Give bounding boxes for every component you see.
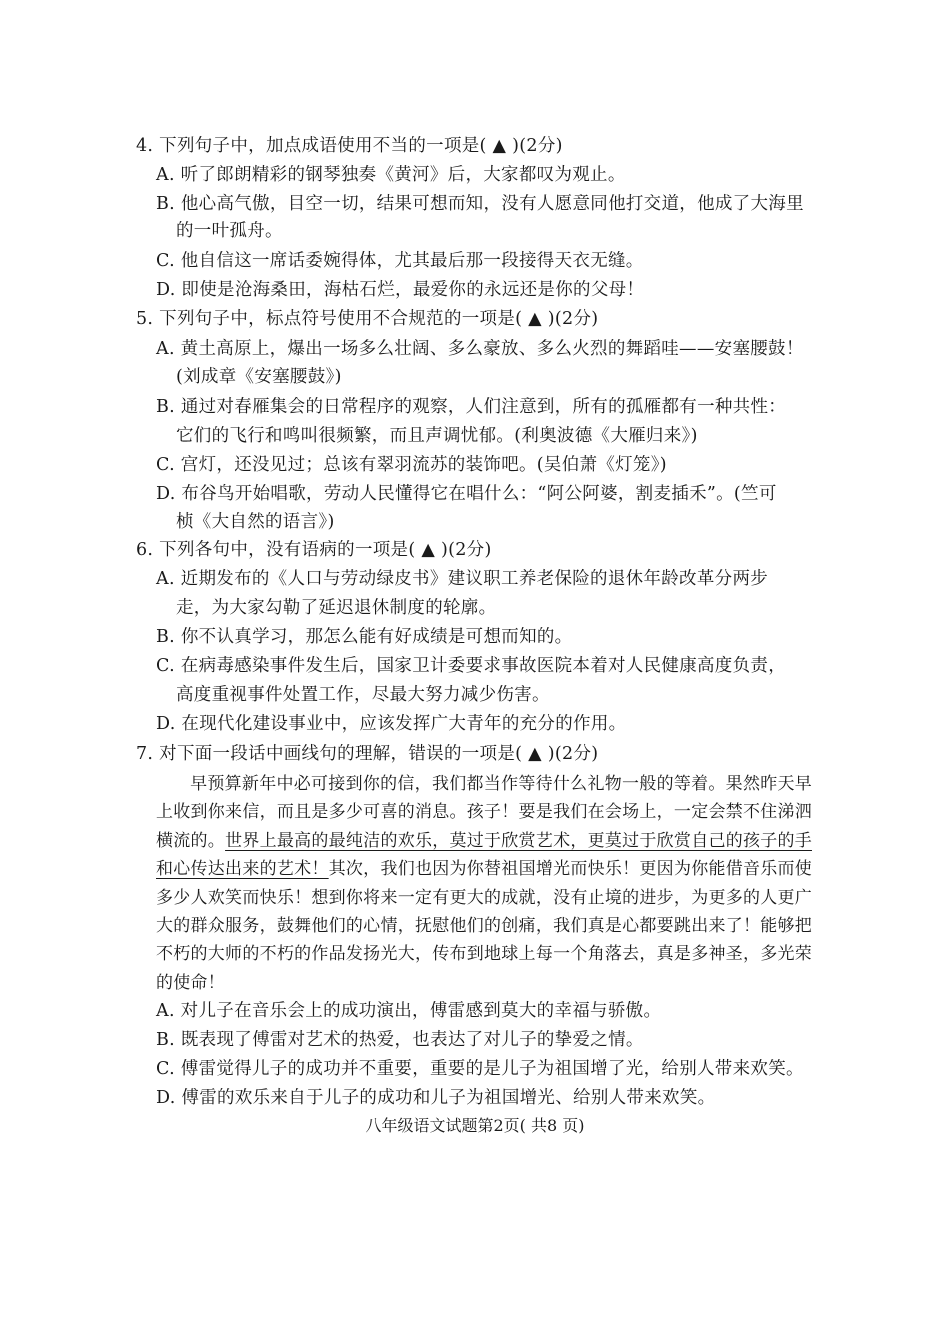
- question-6-option-a: A. 近期发布的《人口与劳动绿皮书》建议职工养老保险的退休年龄改革分两步: [156, 569, 769, 589]
- question-7-option-b: B. 既表现了傅雷对艺术的热爱，也表达了对儿子的挚爱之情。: [156, 1030, 644, 1050]
- question-4-option-d: D. 即使是沧海桑田，海枯石烂，最爱你的永远还是你的父母！: [156, 280, 645, 300]
- question-4-option-c: C. 他自信这一席话委婉得体，尤其最后那一段接得天衣无缝。: [156, 251, 644, 271]
- question-5-option-b: B. 通过对春雁集会的日常程序的观察，人们注意到，所有的孤雁都有一种共性：: [156, 397, 787, 417]
- question-6-option-d: D. 在现代化建设事业中，应该发挥广大青年的充分的作用。: [156, 714, 627, 734]
- question-6-option-b: B. 你不认真学习，那怎么能有好成绩是可想而知的。: [156, 627, 573, 647]
- question-7-passage: [156, 770, 812, 997]
- question-4-option-a: A. 听了郎朗精彩的钢琴独奏《黄河》后，大家都叹为观止。: [156, 165, 626, 185]
- passage-underlined-sentence: 世界上最高的最纯洁的欢乐，莫过于欣赏艺术，更莫过于欣赏自己的孩子的手和心传达出来的艺术！: [156, 830, 812, 880]
- question-4-stem: 4. 下列句子中，加点成语使用不当的一项是( ▲ )(2分): [136, 136, 563, 156]
- question-4-option-b: B. 他心高气傲，目空一切，结果可想而知，没有人愿意同他打交道，他成了大海里: [156, 194, 804, 214]
- question-4-option-b-cont: 的一叶孤舟。: [176, 221, 283, 241]
- question-5-stem: 5. 下列句子中，标点符号使用不合规范的一项是( ▲ )(2分): [136, 309, 599, 329]
- question-6-option-c: C. 在病毒感染事件发生后，国家卫计委要求事故医院本着对人民健康高度负责，: [156, 656, 786, 676]
- passage-text-after: 其次，我们也因为你替祖国增光而快乐！更因为你能借音乐而使多少人欢笑而快乐！想到你将来一定有更大的成就，没有止境的进步，为更多的人更广大的群众服务，鼓舞他们的心情，抚慰他们的创痛，我们真是心都要跳出来了！能够把不朽的大师的不朽的作品发扬光大，传布到地球上每一个角落去，真是多神圣，多光荣的使命！: [156, 859, 812, 993]
- question-5-option-d: D. 布谷鸟开始唱歌，劳动人民懂得它在唱什么：“阿公阿婆，割麦插禾”。(竺可: [156, 484, 777, 504]
- question-5-option-a: A. 黄土高原上，爆出一场多么壮阔、多么豪放、多么火烈的舞蹈哇——安塞腰鼓！: [156, 339, 804, 359]
- question-5-option-b-cont: 它们的飞行和鸣叫很频繁，而且声调忧郁。(利奥波德《大雁归来》): [176, 426, 698, 446]
- question-6-option-c-cont: 高度重视事件处置工作，尽最大努力减少伤害。: [176, 685, 550, 705]
- passage-text-before: 早预算新年中必可接到你的信，我们都当作等待什么礼物一般的等着。果然昨天早上收到你来信，而且是多少可喜的消息。孩子！要是我们在会场上，一定会禁不住涕泗横流的。: [156, 774, 812, 851]
- question-5-option-c: C. 宫灯，还没见过；总该有翠羽流苏的装饰吧。(吴伯萧《灯笼》): [156, 455, 667, 475]
- question-5-option-d-cont: 桢《大自然的语言》): [176, 512, 335, 532]
- question-7-option-c: C. 傅雷觉得儿子的成功并不重要，重要的是儿子为祖国增了光，给别人带来欢笑。: [156, 1059, 804, 1079]
- question-6-option-a-cont: 走，为大家勾勒了延迟退休制度的轮廓。: [176, 598, 497, 618]
- question-5-option-a-cont: (刘成章《安塞腰鼓》): [176, 367, 342, 387]
- question-7-option-a: A. 对儿子在音乐会上的成功演出，傅雷感到莫大的幸福与骄傲。: [156, 1001, 662, 1021]
- question-7-stem: 7. 对下面一段话中画线句的理解，错误的一项是( ▲ )(2分): [136, 744, 599, 764]
- page-footer: 八年级语文试题第2页( 共8 页): [365, 1116, 585, 1135]
- question-6-stem: 6. 下列各句中，没有语病的一项是( ▲ )(2分): [136, 540, 492, 560]
- question-7-option-d: D. 傅雷的欢乐来自于儿子的成功和儿子为祖国增光、给别人带来欢笑。: [156, 1088, 716, 1108]
